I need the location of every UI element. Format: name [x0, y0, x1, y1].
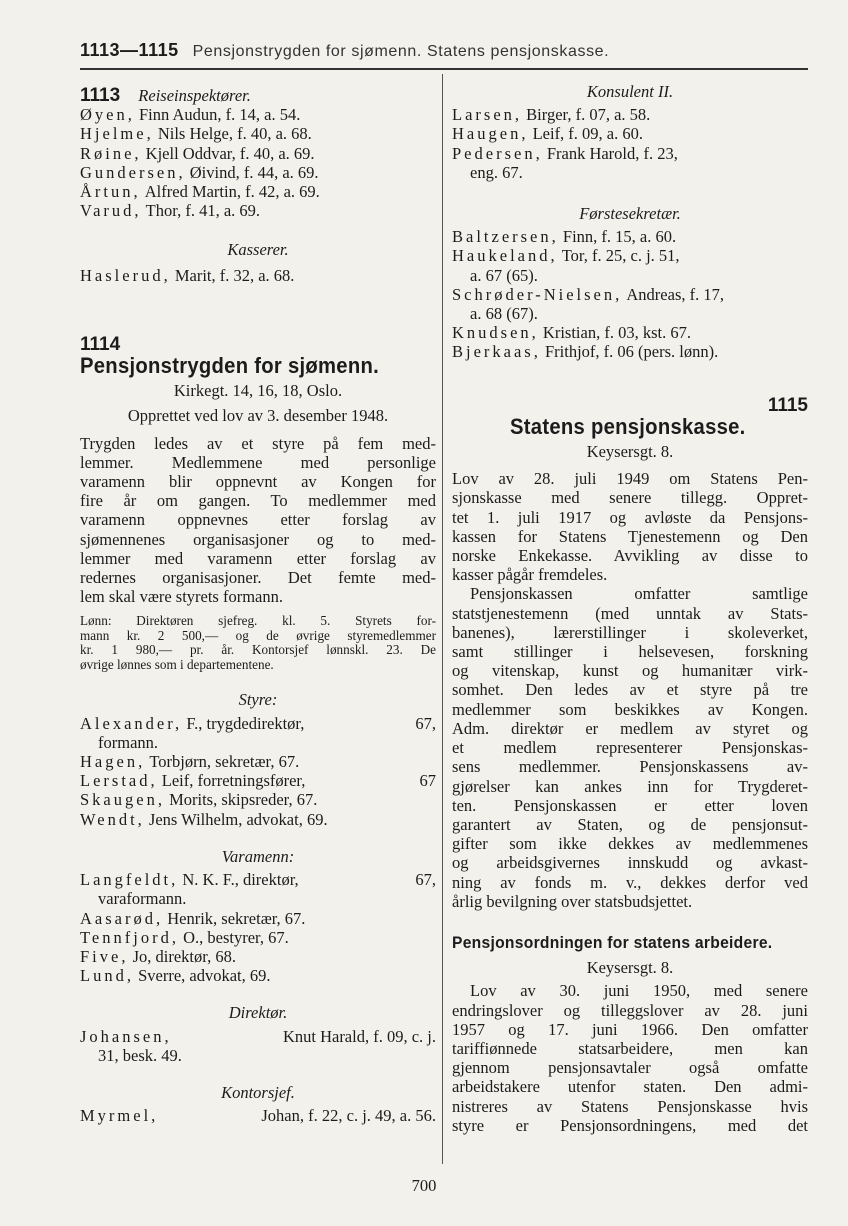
- text-line: kassen for Statens Tjenestemenn og Den: [452, 526, 808, 546]
- section-1114-number: 1114: [80, 333, 121, 355]
- text-line: sjømennenes organisasjoner og to med-: [80, 529, 436, 549]
- list-item: [80, 870, 436, 889]
- text-line: sens medlemmer. Pensjonskassens av-: [452, 757, 808, 777]
- section-1115-title: Statens pensjonskasse.: [510, 413, 746, 439]
- person-name: Øyen,: [80, 105, 135, 125]
- text-line: medlemmer som beskikkes av Kongen.: [452, 699, 808, 719]
- section-1113-heading: [80, 86, 436, 105]
- text-line: norske Enkekasse. Avvikling av disse to: [452, 546, 808, 566]
- person-name: Lund,: [80, 966, 134, 986]
- person-name: Varud,: [80, 201, 142, 221]
- text-line: øvrige lønnes som i departementene.: [80, 656, 274, 672]
- list-item: [80, 909, 436, 928]
- text-line: Trygden ledes av et styre på fem med-: [80, 433, 436, 453]
- varamenn-list: [80, 870, 436, 985]
- person-name: Gundersen,: [80, 162, 186, 182]
- person-details: Torbjørn, sekretær, 67.: [149, 752, 300, 772]
- text-line: Pensjonskassen omfatter samtlige: [470, 584, 808, 604]
- list-item: [80, 928, 436, 947]
- list-item: [452, 124, 808, 143]
- person-name: Schrøder-Nielsen,: [452, 284, 623, 304]
- person-continuation: a. 67 (65).: [470, 265, 538, 285]
- person-name: Haugen,: [452, 124, 529, 144]
- header-rule: [80, 68, 808, 70]
- person-details: Jo, direktør, 68.: [132, 946, 236, 966]
- kasserer-entry: Haslerud, Marit, f. 32, a. 68.: [80, 265, 295, 285]
- person-details: Finn Audun, f. 14, a. 54.: [139, 105, 301, 125]
- list-item: [80, 771, 436, 790]
- list-item: [452, 342, 808, 361]
- text-line: 1957 og 17. juni 1966. Den omfatter: [452, 1019, 808, 1039]
- person-name: Baltzersen,: [452, 227, 559, 247]
- pensjonsordningen-address: Keysersgt. 8.: [586, 958, 674, 978]
- konsulent-list: [452, 105, 808, 182]
- person-details: N. K. F., direktør,: [182, 870, 299, 890]
- text-line: mann kr. 2 500,— og de øvrige styremedlemmer: [80, 627, 436, 643]
- reiseinspektorer-list: [80, 105, 436, 220]
- person-details: Alfred Martin, f. 42, a. 69.: [144, 182, 320, 202]
- section-1115-number: 1115: [767, 394, 808, 416]
- text-line: lem skal være styrets formann.: [80, 587, 283, 607]
- person-details: Leif, forretningsfører,: [161, 771, 306, 791]
- section-1115-paragraph-2: [452, 584, 808, 910]
- forstesekretaer-heading: Førstesekretær.: [579, 204, 681, 224]
- person-details: Kristian, f. 03, kst. 67.: [542, 323, 691, 343]
- header-title: Pensjonstrygden for sjømenn. Statens pensjonskasse.: [192, 43, 610, 60]
- person-continuation: varaformann.: [98, 889, 187, 909]
- person-details: Jens Wilhelm, advokat, 69.: [148, 809, 328, 829]
- list-item: [452, 246, 808, 265]
- styre-heading: Styre:: [238, 690, 278, 710]
- text-line: banenes), lærerstillinger i skoleverket,: [452, 622, 808, 642]
- person-details: Andreas, f. 17,: [626, 284, 724, 304]
- person-name: Haukeland,: [452, 246, 558, 266]
- text-line: sjonskasse med senere tillegg. Oppret-: [452, 488, 808, 508]
- text-line: varamenn blir oppnevnt av Kongen for: [80, 472, 436, 492]
- person-continuation: eng. 67.: [470, 162, 523, 182]
- text-line: og vitenskap, kunst og humanitær virk-: [452, 661, 808, 681]
- list-item: [452, 323, 808, 342]
- section-1114-address: Kirkegt. 14, 16, 18, Oslo.: [173, 381, 343, 401]
- section-1115-paragraph-1: [452, 469, 808, 584]
- text-line: ten. Pensjonskassen er etter loven: [452, 795, 808, 815]
- text-line: kasser pågår fremdeles.: [452, 565, 608, 585]
- person-name: Hjelme,: [80, 124, 154, 144]
- header-page-range: 1113—1115: [80, 40, 179, 60]
- text-line: varamenn oppnevnes etter forslag av: [80, 510, 436, 530]
- person-year: 67: [419, 771, 436, 791]
- person-details: Tor, f. 25, c. j. 51,: [561, 246, 680, 266]
- person-name: Røine,: [80, 143, 142, 163]
- person-name: Aasarød,: [80, 908, 164, 928]
- list-item: [80, 105, 436, 124]
- person-details: Henrik, sekretær, 67.: [167, 908, 306, 928]
- text-line: kr. 1 980,— pr. år. Kontorsjef lønnskl. 23. De: [80, 642, 436, 658]
- person-details: Frithjof, f. 06 (pers. lønn).: [544, 342, 719, 362]
- person-continuation: a. 68 (67).: [470, 304, 538, 324]
- text-line: et medlem representerer Pensjonskas-: [452, 738, 808, 758]
- running-header: [80, 40, 808, 66]
- text-line: Adm. direktør er medlem av styret og: [452, 718, 808, 738]
- text-line: garantert av Staten, og de pensjonsut-: [452, 814, 808, 834]
- person-name: Langfeldt,: [80, 870, 179, 890]
- kontorsjef-heading: Kontorsjef.: [221, 1082, 295, 1102]
- list-item: [80, 163, 436, 182]
- list-item: [452, 227, 808, 246]
- person-name: Pedersen,: [452, 143, 543, 163]
- person-details: Frank Harold, f. 23,: [546, 143, 678, 163]
- person-year: 67,: [415, 713, 436, 733]
- person-name: Five,: [80, 946, 129, 966]
- person-name: Wendt,: [80, 809, 145, 829]
- text-line: tet 1. juli 1917 og avløste da Pensjons-: [452, 507, 808, 527]
- person-name: Hagen,: [80, 752, 146, 772]
- person-details: F., trygdedirektør,: [186, 713, 305, 733]
- list-item: [80, 947, 436, 966]
- list-item: [452, 144, 808, 163]
- section-1114-founded: Opprettet ved lov av 3. desember 1948.: [127, 406, 389, 426]
- person-details: Morits, skipsreder, 67.: [169, 790, 318, 810]
- list-item: [80, 810, 436, 829]
- person-name: Alexander,: [80, 713, 183, 733]
- text-line: statstjenestemenn (med unntak av Stats-: [452, 603, 808, 623]
- page-number: 700: [411, 1176, 437, 1195]
- person-details: Leif, f. 09, a. 60.: [532, 124, 644, 144]
- person-continuation: formann.: [98, 732, 159, 752]
- list-item: [80, 966, 436, 985]
- section-subheading: Reiseinspektører.: [138, 86, 251, 105]
- text-line: redernes organisasjoner. Det femte med-: [80, 568, 436, 588]
- text-line: ning av fonds m. v., dekkes derfor ved: [452, 872, 808, 892]
- person-details: Kjell Oddvar, f. 40, a. 69.: [145, 143, 315, 163]
- list-item: [80, 182, 436, 201]
- left-column: [80, 80, 436, 1125]
- text-line: styre er Pensjonsordningens, med det: [452, 1115, 808, 1135]
- pensjonsordningen-paragraph: [452, 981, 808, 1135]
- person-details: Nils Helge, f. 40, a. 68.: [157, 124, 312, 144]
- person-details: Thor, f. 41, a. 69.: [145, 201, 261, 221]
- section-number: 1113: [80, 85, 121, 106]
- person-details: Finn, f. 15, a. 60.: [562, 227, 677, 247]
- person-name: Bjerkaas,: [452, 342, 541, 362]
- text-line: gjennom pensjonsavtaler også omfatte: [452, 1058, 808, 1078]
- person-details: Sverre, advokat, 69.: [138, 966, 271, 986]
- list-item: [80, 752, 436, 771]
- text-line: Lov av 28. juli 1949 om Statens Pen-: [452, 469, 808, 489]
- text-line: tariffiønnede statsarbeidere, men kan: [452, 1038, 808, 1058]
- direktor-entry: Johansen, Knut Harald, f. 09, c. j. 31, besk. 49.: [80, 1026, 436, 1065]
- kasserer-heading: Kasserer.: [227, 240, 289, 260]
- direktor-heading: Direktør.: [228, 1003, 288, 1023]
- text-line: samt stillinger i helsevesen, forskning: [452, 642, 808, 662]
- list-item: [80, 124, 436, 143]
- konsulent-heading: Konsulent II.: [586, 82, 674, 101]
- styre-list: [80, 714, 436, 829]
- person-name: Lerstad,: [80, 771, 158, 791]
- list-item: [80, 714, 436, 733]
- person-details: Øivind, f. 44, a. 69.: [189, 162, 319, 182]
- kontorsjef-entry: Myrmel, Johan, f. 22, c. j. 49, a. 56.: [80, 1106, 436, 1126]
- text-line: årlig bevilgning over statsbudsjettet.: [452, 891, 693, 911]
- column-divider: [442, 74, 443, 1164]
- text-line: arbeidstakere utenfor staten. Den admi-: [452, 1077, 808, 1097]
- list-item: [80, 201, 436, 220]
- person-name: Skaugen,: [80, 790, 165, 810]
- varamenn-heading: Varamenn:: [221, 846, 295, 866]
- section-1114-title: Pensjonstrygden for sjømenn.: [80, 353, 380, 379]
- text-line: fire år om gangen. To medlemmer med: [80, 491, 436, 511]
- person-name: Tennfjord,: [80, 927, 179, 947]
- text-line: Lønn: Direktøren sjefreg. kl. 5. Styrets for-: [80, 613, 436, 629]
- text-line: lemmer med varamenn etter forslag av: [80, 548, 436, 568]
- text-line: og arbeidsgivernes innskudd og avkast-: [452, 853, 808, 873]
- person-name: Knudsen,: [452, 323, 539, 343]
- person-details: O., bestyrer, 67.: [183, 927, 289, 947]
- text-line: gjørelser kan ankes inn for Trygderet-: [452, 776, 808, 796]
- section-1115-address: Keysersgt. 8.: [586, 442, 674, 462]
- list-item: [80, 790, 436, 809]
- text-line: lemmer. Medlemmene med personlige: [80, 452, 436, 472]
- list-item: [80, 144, 436, 163]
- text-line: gifter som ikke dekkes av medlemmenes: [452, 834, 808, 854]
- salary-note: [80, 614, 436, 672]
- person-year: 67,: [415, 870, 436, 890]
- forstesekretaer-list: [452, 227, 808, 361]
- text-line: nistreres av Statens Pensjonskasse hvis: [452, 1096, 808, 1116]
- list-item: [452, 105, 808, 124]
- text-line: Lov av 30. juni 1950, med senere: [470, 981, 808, 1001]
- person-name: Årtun,: [80, 182, 141, 202]
- pensjonsordningen-title: Pensjonsordningen for statens arbeidere.: [452, 932, 773, 952]
- text-line: endringslover og tilleggslover av 28. juni: [452, 1000, 808, 1020]
- right-column: [452, 80, 808, 1135]
- list-item: [452, 285, 808, 304]
- person-details: Birger, f. 07, a. 58.: [526, 105, 651, 125]
- section-1114-paragraph: [80, 434, 436, 607]
- person-name: Larsen,: [452, 105, 523, 125]
- text-line: somhet. Den ledes av et styre på tre: [452, 680, 808, 700]
